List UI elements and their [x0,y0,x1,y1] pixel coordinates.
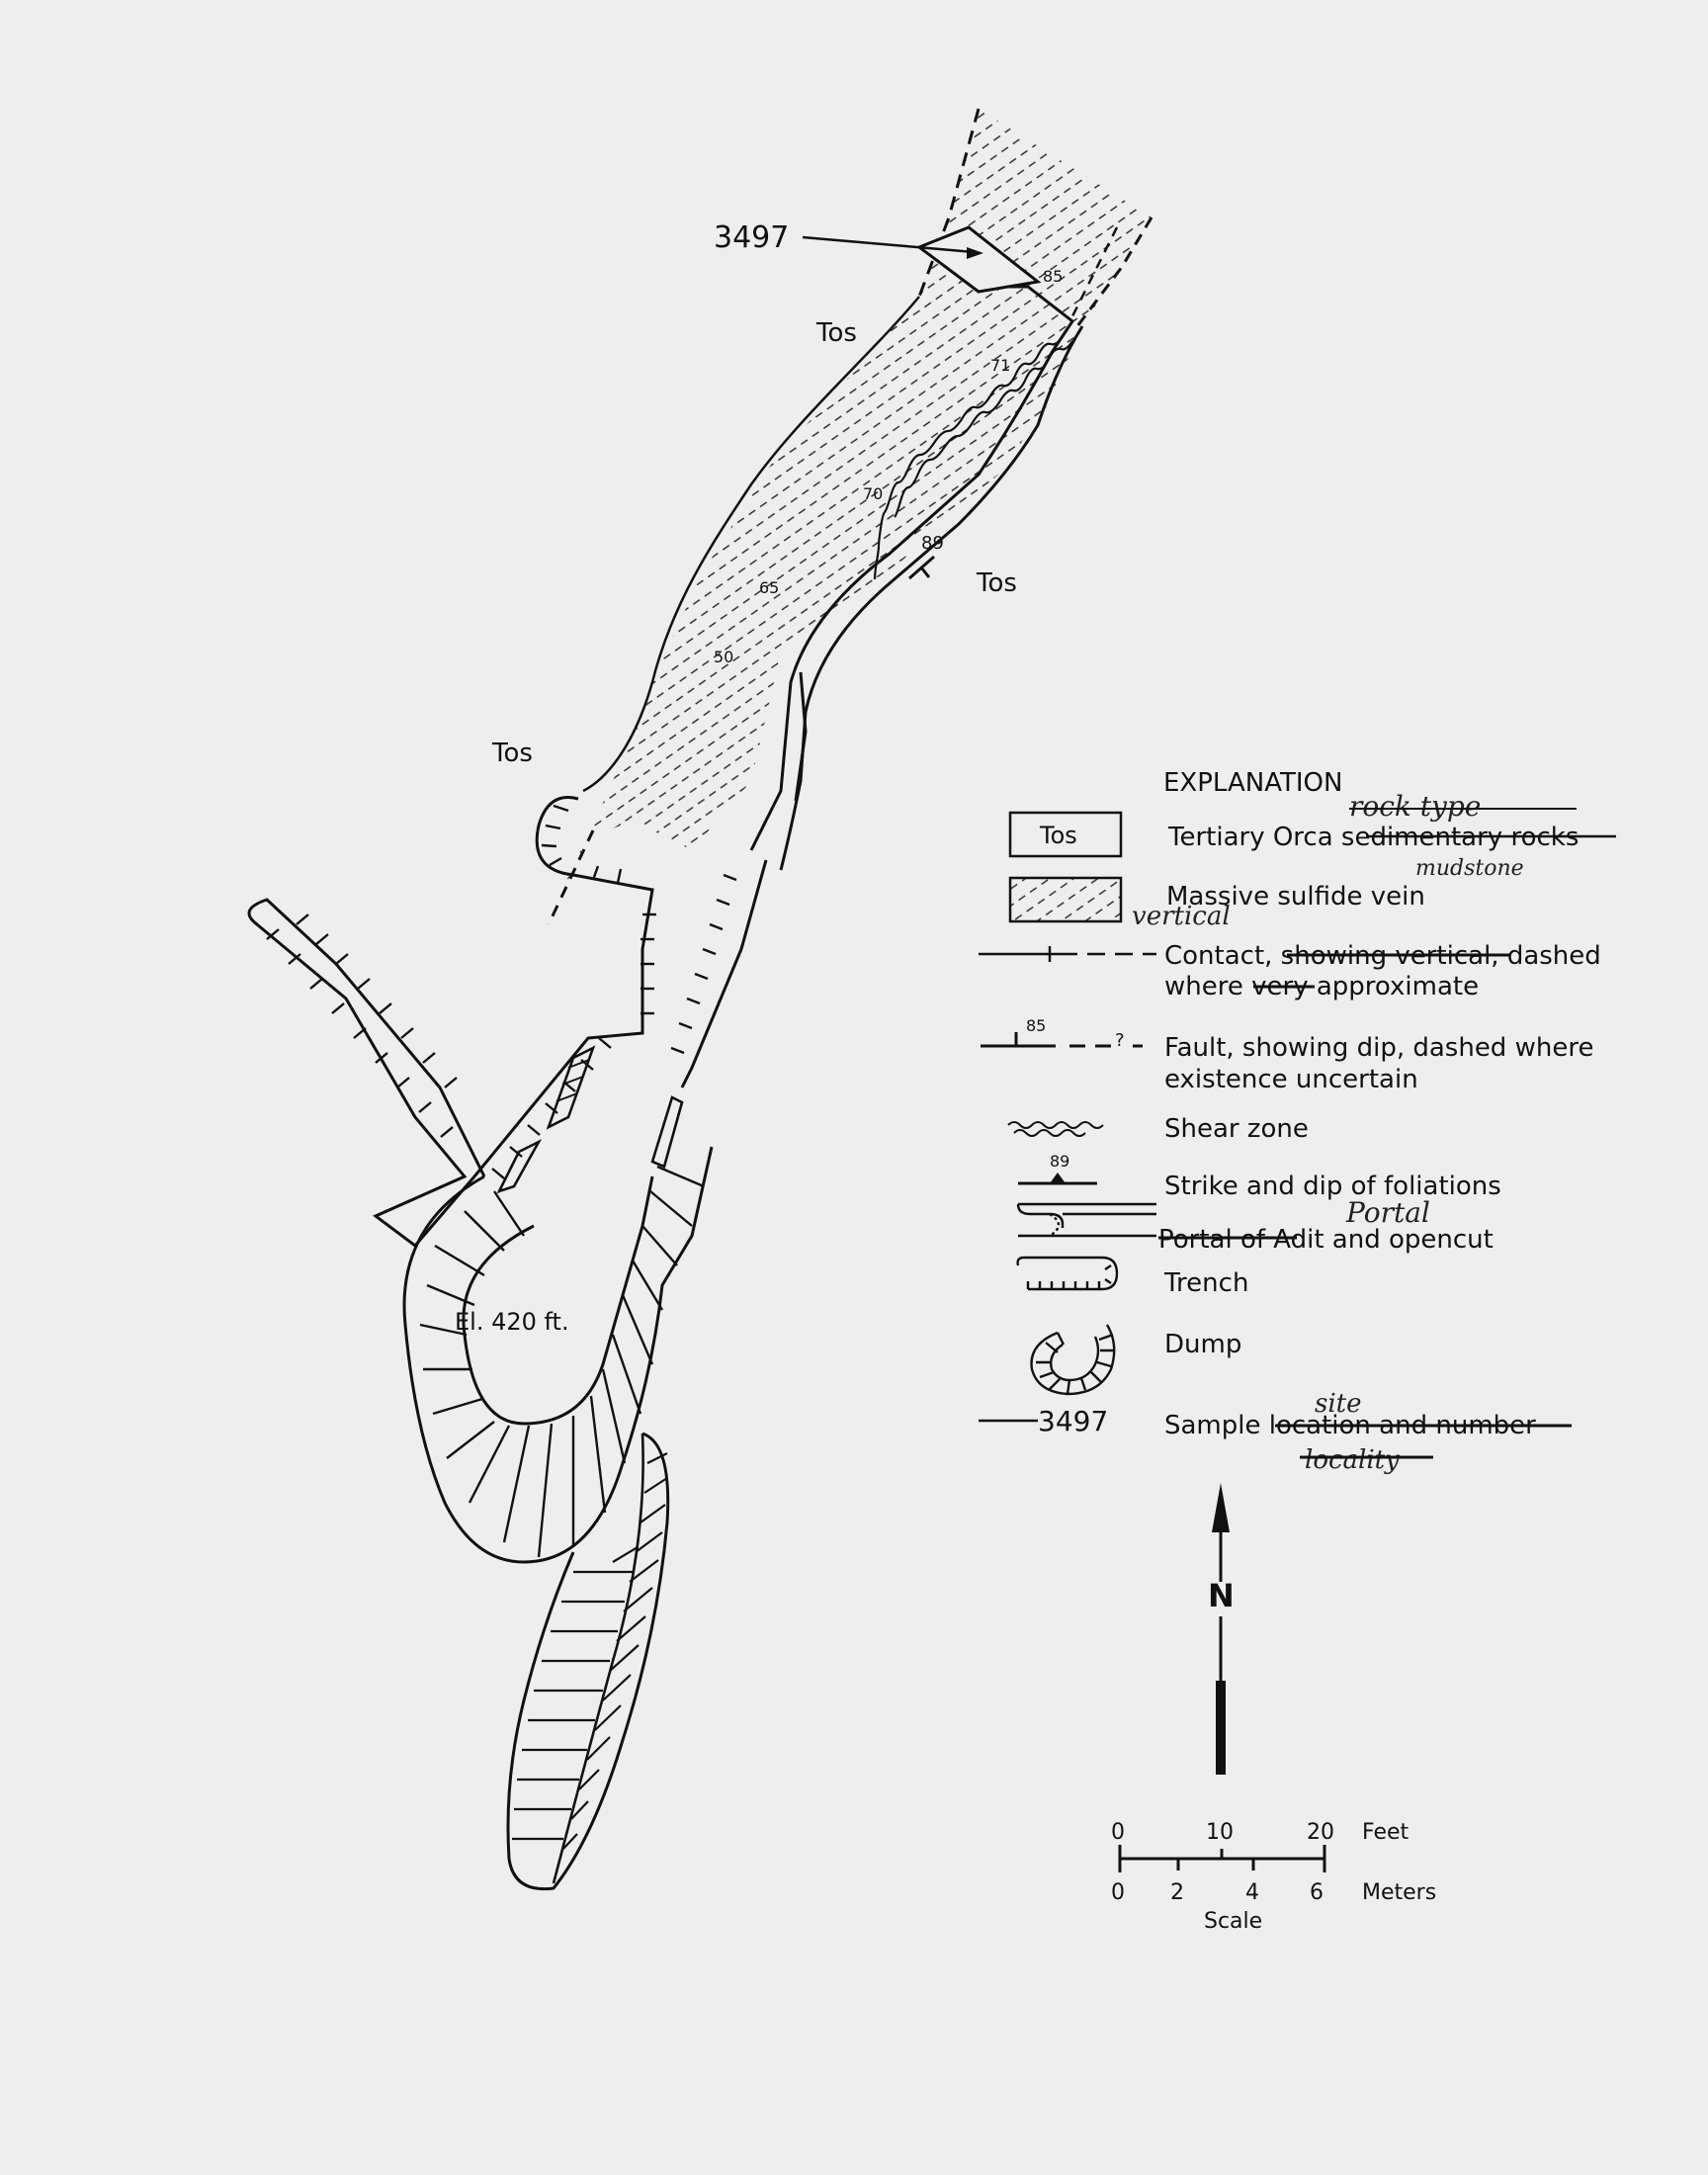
scale-caption: Scale [1204,1909,1263,1934]
legend-item-tos-text: Tertiary Orca sedimentary rocks [1168,823,1580,852]
legend-item-adit-text: Portal of Adit and opencut [1158,1225,1494,1255]
trench-west-arm [249,798,652,1246]
legend-item-foliation-text: Strike and dip of foliations [1164,1172,1501,1201]
dip-label-89: 89 [921,533,944,554]
legend-item-contact-line2: where very approximate [1164,972,1480,1001]
scale-feet-10: 10 [1206,1820,1234,1845]
legend-handwritten-site: site [1315,1389,1362,1419]
dip-label-71: 71 [990,356,1011,375]
scale-feet-unit: Feet [1362,1820,1409,1845]
legend-item-fault-line2: existence uncertain [1164,1065,1418,1094]
dump-piece-small-2 [652,1097,682,1167]
legend-item-fault-line1: Fault, showing dip, dashed where [1164,1033,1594,1063]
scale-meter-6: 6 [1310,1880,1324,1905]
legend-item-sample-text: Sample location and number [1164,1411,1536,1440]
scale-feet-0: 0 [1111,1820,1125,1845]
legend-fault-q: ? [1115,1030,1125,1051]
scale-meter-0: 0 [1111,1880,1125,1905]
foliation-symbol-89 [909,557,934,578]
legend-handwritten-locality: locality [1305,1445,1400,1475]
legend-item-trench-text: Trench [1164,1268,1249,1298]
legend-handwritten-mudstone: mudstone [1415,856,1524,881]
legend-foliation-triangle [1050,1173,1066,1183]
legend-adit-symbol [1018,1204,1156,1236]
legend-dump-symbol [1032,1325,1115,1394]
dip-label-50: 50 [714,648,734,666]
legend-sulfide-box [1010,878,1121,921]
dump-piece-small-3 [499,1142,539,1191]
trench-main [682,860,766,1088]
scale-meter-2: 2 [1170,1880,1184,1905]
dump-hachures [420,1167,704,1557]
scale-feet-20: 20 [1307,1820,1334,1845]
legend-handwritten-vertical: vertical [1132,902,1231,931]
unit-label-tos-2: Tos [977,568,1017,598]
scale-meter-unit: Meters [1362,1880,1437,1905]
legend-handwritten-rock-type: rock type [1349,790,1482,823]
dump-outline-outer [404,1147,712,1562]
sample-number-label: 3497 [714,220,790,255]
sulfide-vein-body [549,109,1152,924]
dip-label-85: 85 [1043,267,1064,286]
unit-label-tos-1: Tos [816,318,857,348]
unit-label-tos-3: Tos [492,739,533,768]
north-arrow [1208,1483,1235,1775]
dump-piece-small-1-hatch [556,1060,589,1101]
elevation-label: El. 420 ft. [455,1308,569,1336]
legend-tos-box-label: Tos [1040,822,1077,849]
dump-south-hachures [512,1453,667,1849]
dump-south-midline [554,1434,643,1883]
map-area [249,109,1152,1889]
north-arrow-label: N [1208,1577,1235,1614]
legend-item-sulfide-text: Massive sulfide vein [1166,882,1425,912]
legend-item-contact-line1: Contact, showing vertical, dashed [1164,941,1601,971]
scale-meter-4: 4 [1245,1880,1259,1905]
legend-shear-symbol [1008,1122,1103,1136]
explanation-legend [979,768,1616,1475]
legend-item-dump-text: Dump [1164,1330,1242,1359]
legend-title: EXPLANATION [1163,768,1343,798]
dip-label-70: 70 [863,484,884,503]
legend-contact-symbol [979,946,1156,962]
legend-foliation-dip: 89 [1050,1152,1070,1171]
legend-handwritten-portal: Portal [1346,1196,1430,1229]
legend-trench-symbol [1018,1258,1117,1289]
legend-sample-symbol-number: 3497 [1038,1405,1109,1437]
dip-label-65: 65 [759,578,780,597]
legend-item-shear-text: Shear zone [1164,1114,1309,1144]
scale-bar [1111,1820,1436,1934]
legend-fault-dip: 85 [1026,1016,1047,1035]
